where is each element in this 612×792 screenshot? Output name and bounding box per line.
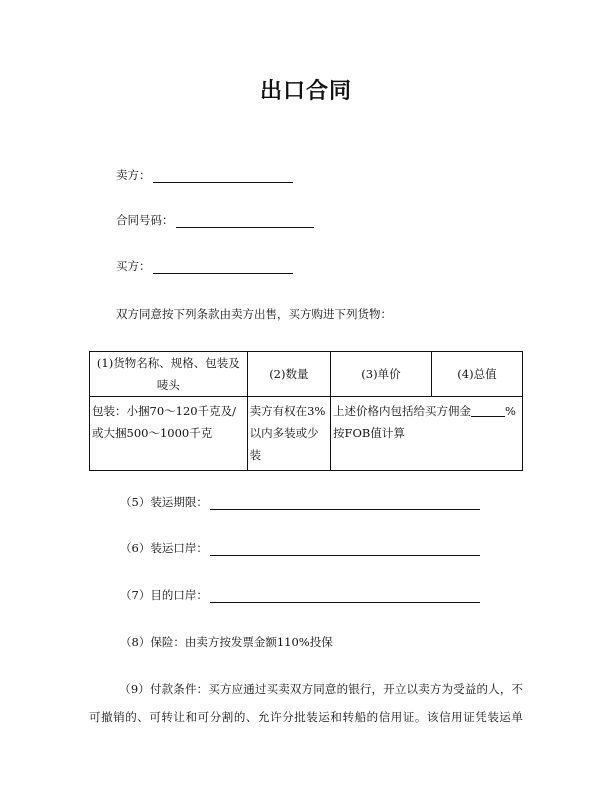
table-row (90, 397, 523, 471)
header-unit-price: (3)单价 (331, 352, 432, 397)
contract-number-field (116, 212, 314, 228)
seller-label: 卖方： (116, 168, 151, 182)
commission-text: 上述价格内包括给买方佣金 (333, 404, 472, 418)
shipment-period-blank-line[interactable] (210, 497, 480, 510)
shipment-period-field (120, 494, 480, 510)
contract-number-blank-line[interactable] (176, 215, 314, 228)
buyer-label: 买方： (116, 259, 151, 273)
cell-goods-packing: 包装：小捆70～120千克及/或大捆500～1000千克 (90, 397, 248, 471)
seller-field (116, 167, 293, 183)
intro-paragraph: 双方同意按下列条款由卖方出售，买方购进下列货物： (116, 307, 392, 321)
payment-terms-text-1: （9）付款条件：买方应通过买卖双方同意的银行，开立以卖方为受益的人，不 (119, 682, 523, 696)
goods-table (89, 351, 523, 471)
buyer-blank-line[interactable] (153, 261, 293, 274)
port-of-loading-blank-line[interactable] (210, 543, 480, 556)
contract-number-label: 合同号码： (116, 213, 174, 227)
destination-port-label: （7）目的口岸： (120, 588, 208, 602)
commission-suffix: %按FOB值计算 (333, 404, 516, 440)
payment-terms-line-2: 可撤销的、可转让和可分割的、允许分批装运和转船的信用证。该信用证凭装运单 (89, 710, 523, 724)
shipment-period-label: （5）装运期限： (120, 495, 208, 509)
commission-blank[interactable] (471, 403, 505, 417)
cell-quantity-tolerance: 卖方有权在3%以内多装或少装 (247, 397, 330, 471)
payment-terms-paragraph (89, 675, 523, 731)
header-total-value: (4)总值 (431, 352, 522, 397)
cell-price-commission (331, 397, 523, 471)
page-title: 出口合同 (259, 79, 352, 104)
header-quantity: (2)数量 (247, 352, 330, 397)
header-goods-description: (1)货物名称、规格、包装及唛头 (90, 352, 248, 397)
destination-port-field (120, 587, 480, 603)
seller-blank-line[interactable] (153, 170, 293, 183)
table-header-row (90, 352, 523, 397)
destination-port-blank-line[interactable] (210, 590, 480, 603)
port-of-loading-label: （6）装运口岸： (120, 541, 208, 555)
payment-terms-line-1 (89, 675, 523, 703)
port-of-loading-field (120, 540, 480, 556)
buyer-field (116, 258, 293, 274)
insurance-text: （8）保险：由卖方按发票金额110%投保 (120, 635, 333, 649)
insurance-clause (120, 634, 333, 650)
